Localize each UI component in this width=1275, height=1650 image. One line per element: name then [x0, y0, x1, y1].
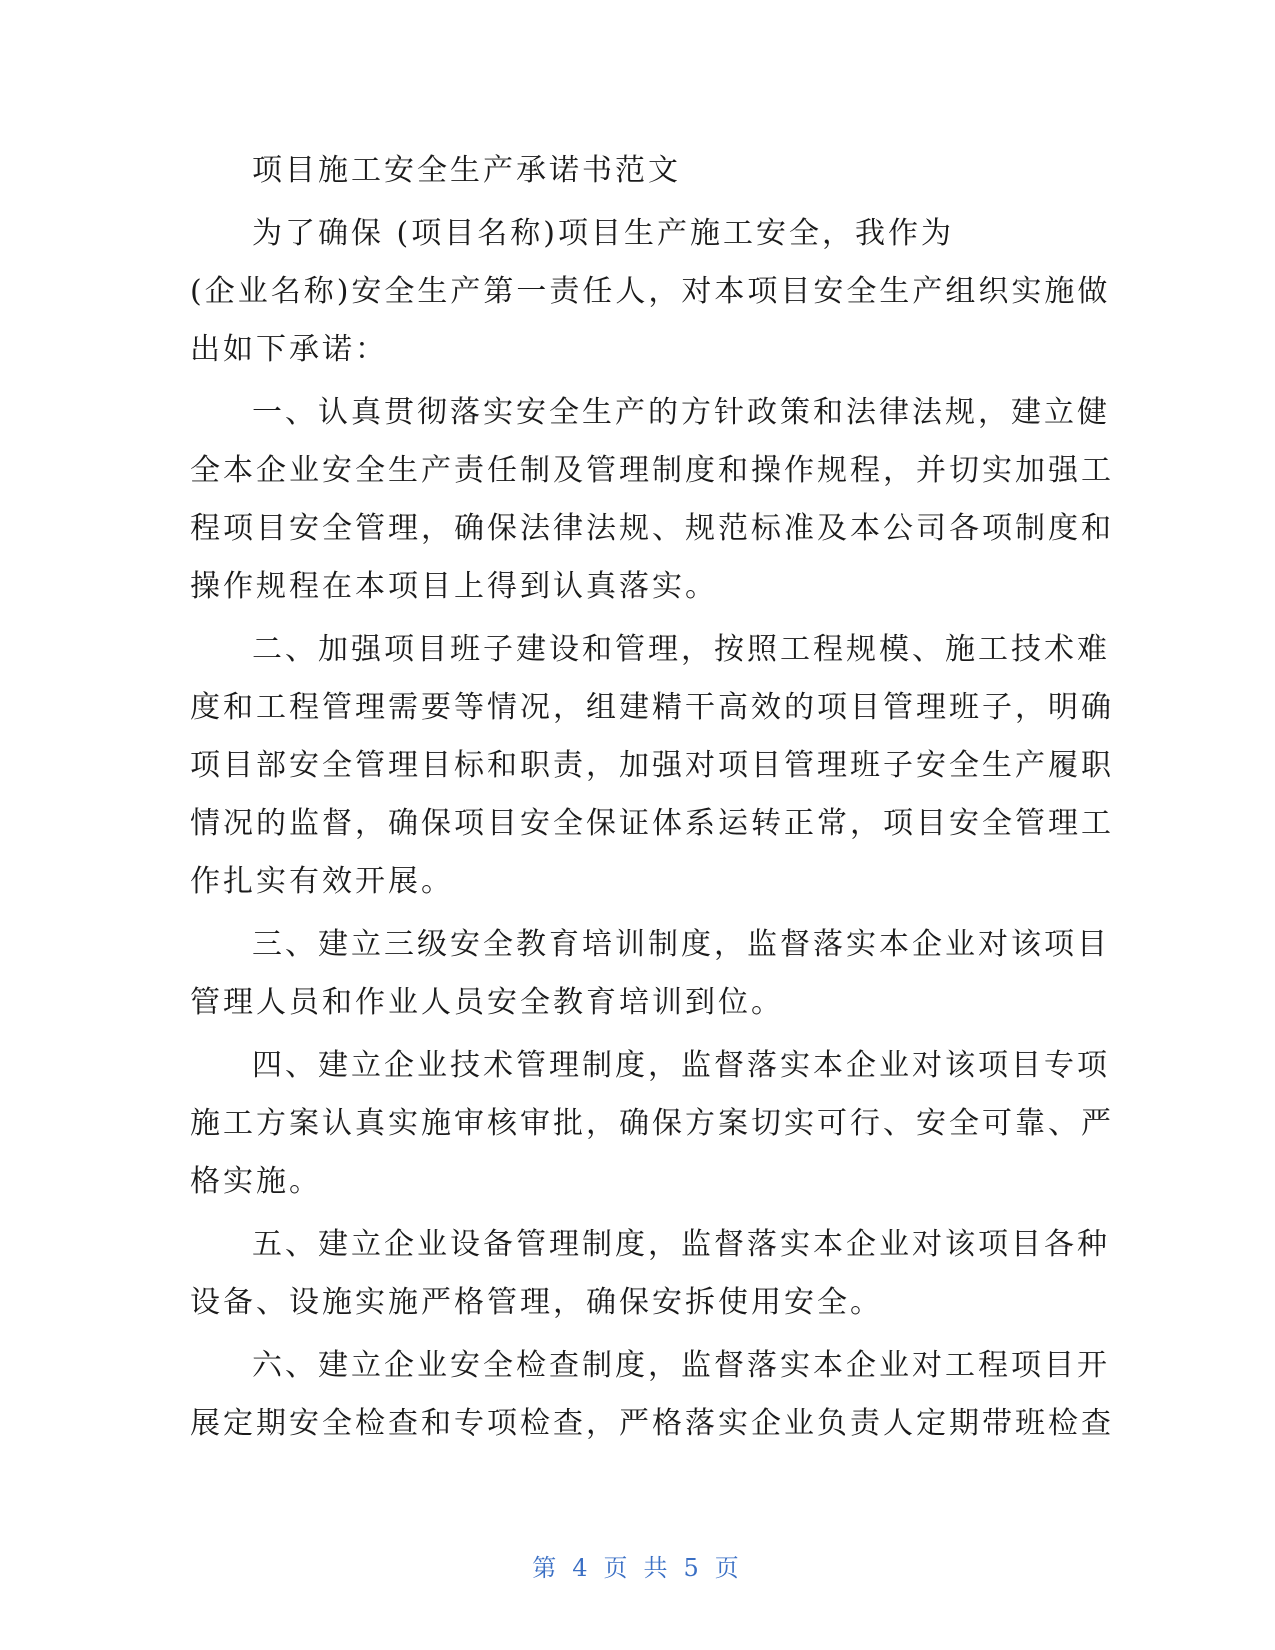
- paragraph-line: 格实施。: [190, 1164, 322, 1199]
- paragraph-line: 二、加强项目班子建设和管理，按照工程规模、施工技术难: [252, 632, 1110, 667]
- footer-total-label: 共: [643, 1554, 672, 1582]
- footer-prefix: 第: [532, 1554, 561, 1582]
- paragraph-line: (企业名称)安全生产第一责任人，对本项目安全生产组织实施做: [190, 274, 1111, 309]
- paragraph-line: 作扎实有效开展。: [190, 864, 454, 899]
- paragraph-line: 一、认真贯彻落实安全生产的方针政策和法律法规，建立健: [252, 395, 1110, 430]
- paragraph-line: 全本企业安全生产责任制及管理制度和操作规程，并切实加强工: [190, 453, 1114, 488]
- paragraph-line: 三、建立三级安全教育培训制度，监督落实本企业对该项目: [252, 927, 1110, 962]
- paragraph-line: 展定期安全检查和专项检查，严格落实企业负责人定期带班检查: [190, 1406, 1114, 1441]
- footer-suffix: 页: [714, 1554, 743, 1582]
- paragraph-line: 情况的监督，确保项目安全保证体系运转正常，项目安全管理工: [190, 806, 1114, 841]
- paragraph-line: 为了确保 (项目名称)项目生产施工安全，我作为: [252, 216, 954, 251]
- footer-page-label: 页: [603, 1554, 632, 1582]
- total-page-number: 5: [683, 1554, 703, 1582]
- paragraph-line: 四、建立企业技术管理制度，监督落实本企业对该项目专项: [252, 1048, 1110, 1083]
- paragraph-line: 出如下承诺：: [190, 332, 388, 367]
- paragraph-line: 程项目安全管理，确保法律法规、规范标准及本公司各项制度和: [190, 511, 1114, 546]
- paragraph-line: 度和工程管理需要等情况，组建精干高效的项目管理班子，明确: [190, 690, 1114, 725]
- paragraph-line: 六、建立企业安全检查制度，监督落实本企业对工程项目开: [252, 1348, 1110, 1383]
- page-footer: [0, 1548, 1275, 1583]
- document-title: 项目施工安全生产承诺书范文: [252, 153, 681, 188]
- current-page-number: 4: [572, 1554, 592, 1582]
- paragraph-line: 管理人员和作业人员安全教育培训到位。: [190, 985, 784, 1020]
- paragraph-line: 操作规程在本项目上得到认真落实。: [190, 569, 718, 604]
- paragraph-line: 设备、设施实施严格管理，确保安拆使用安全。: [190, 1285, 883, 1320]
- paragraph-line: 项目部安全管理目标和职责，加强对项目管理班子安全生产履职: [190, 748, 1114, 783]
- document-body: [190, 142, 1114, 1453]
- paragraph-line: 施工方案认真实施审核审批，确保方案切实可行、安全可靠、严: [190, 1106, 1114, 1141]
- paragraph-line: 五、建立企业设备管理制度，监督落实本企业对该项目各种: [252, 1227, 1110, 1262]
